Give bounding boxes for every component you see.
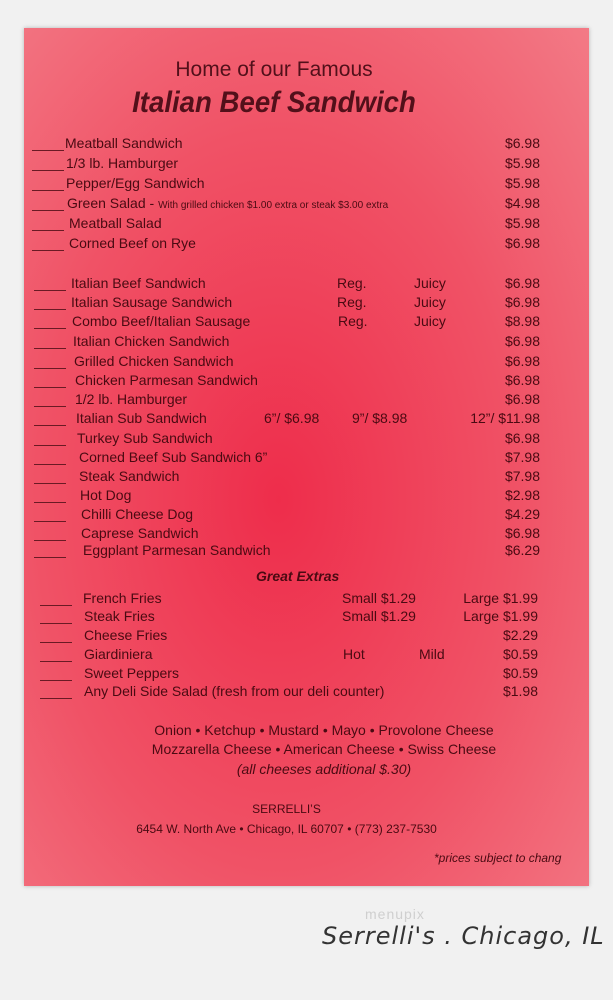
cheese-note: (all cheeses additional $.30) (236, 761, 412, 777)
menu-item (32, 235, 552, 254)
item-name: French Fries (83, 590, 162, 606)
item-name-text: Green Salad - (67, 195, 159, 211)
checkbox-line (32, 170, 64, 171)
item-price: $6.98 (504, 135, 540, 151)
checkbox-line (32, 150, 64, 151)
menu-item (34, 275, 554, 294)
menu-item (32, 215, 552, 234)
item-note: With grilled chicken $1.00 extra or steak $3.00 extra (158, 200, 389, 211)
item-name: 1/2 lb. Hamburger (75, 391, 188, 407)
extras-title: Great Extras (256, 568, 340, 584)
watermark: menupix (365, 906, 425, 922)
item-price: $7.98 (504, 468, 540, 484)
checkbox-line (40, 642, 72, 643)
checkbox-line (32, 250, 64, 251)
item-name: Caprese Sandwich (81, 525, 199, 541)
item-small-price: Small $1.29 (342, 590, 416, 606)
checkbox-line (34, 406, 66, 407)
item-price: $6.98 (504, 372, 540, 388)
price-disclaimer: *prices subject to chang (434, 851, 562, 865)
checkbox-line (34, 464, 66, 465)
checkbox-line (34, 387, 66, 388)
menu-item (34, 294, 554, 313)
item-option-juicy: Juicy (414, 275, 446, 291)
item-name: Chilli Cheese Dog (81, 506, 194, 522)
item-price: $0.59 (502, 646, 538, 662)
extra-item (40, 590, 560, 609)
menu-item (34, 391, 554, 410)
item-size-9in: 9”/ $8.98 (352, 410, 408, 426)
checkbox-line (34, 348, 66, 349)
item-name: Italian Sub Sandwich (76, 410, 207, 426)
header-line1: Home of our Famous (175, 58, 373, 81)
extra-item (40, 608, 560, 627)
item-price: $6.98 (504, 333, 540, 349)
checkbox-line (34, 483, 66, 484)
item-price: $6.29 (504, 542, 540, 558)
checkbox-line (32, 210, 64, 211)
menu-item (34, 430, 554, 449)
extra-item (40, 627, 560, 646)
item-price: $6.98 (504, 353, 540, 369)
item-price: $5.98 (504, 215, 540, 231)
checkbox-line (34, 328, 66, 329)
item-name: Cheese Fries (84, 627, 168, 643)
menu-item (34, 372, 554, 391)
restaurant-address: 6454 W. North Ave • Chicago, IL 60707 • (773) 237-7530 (136, 822, 437, 836)
item-option-regular: Reg. (338, 313, 368, 329)
checkbox-line (34, 557, 66, 558)
item-name: Combo Beef/Italian Sausage (72, 313, 251, 329)
menu-item (34, 506, 554, 525)
menu-item (34, 333, 554, 352)
menu-item (34, 313, 554, 332)
item-price: $8.98 (504, 313, 540, 329)
item-price: $4.29 (504, 506, 540, 522)
item-option-juicy: Juicy (414, 313, 446, 329)
item-price: $4.98 (504, 195, 540, 211)
item-name: Steak Fries (84, 608, 155, 624)
item-price: $6.98 (504, 391, 540, 407)
item-name: Italian Chicken Sandwich (73, 333, 230, 349)
checkbox-line (34, 309, 66, 310)
item-name: Steak Sandwich (79, 468, 180, 484)
restaurant-name: SERRELLI’S (252, 802, 321, 816)
item-price: $6.98 (504, 275, 540, 291)
menu-item (34, 449, 554, 468)
item-option-juicy: Juicy (414, 294, 446, 310)
item-name: Corned Beef Sub Sandwich 6” (79, 449, 268, 465)
item-name: Meatball Salad (69, 215, 162, 231)
item-price: $1.98 (502, 683, 538, 699)
menu-item (32, 175, 552, 194)
checkbox-line (34, 502, 66, 503)
menu-item (32, 195, 562, 214)
item-name: Italian Sausage Sandwich (71, 294, 233, 310)
toppings-line1: Onion • Ketchup • Mustard • Mayo • Provolone Cheese (154, 722, 494, 738)
item-size-12in: 12”/ $11.98 (470, 410, 540, 426)
item-name (67, 195, 388, 211)
checkbox-line (40, 661, 72, 662)
item-price: $6.98 (504, 430, 540, 446)
extra-item (40, 646, 560, 665)
menu-item (32, 135, 552, 154)
checkbox-line (34, 540, 66, 541)
menu-item (32, 155, 552, 174)
menu-item (34, 353, 554, 372)
checkbox-line (32, 230, 64, 231)
item-price: $6.98 (504, 235, 540, 251)
item-small-price: Small $1.29 (342, 608, 416, 624)
checkbox-line (34, 368, 66, 369)
item-option-hot: Hot (343, 646, 365, 662)
item-large-price: Large $1.99 (463, 590, 538, 606)
item-name: 1/3 lb. Hamburger (66, 155, 179, 171)
item-name: Pepper/Egg Sandwich (66, 175, 205, 191)
item-name: Turkey Sub Sandwich (77, 430, 213, 446)
checkbox-line (40, 680, 72, 681)
extra-item (40, 665, 560, 684)
item-name: Grilled Chicken Sandwich (74, 353, 234, 369)
checkbox-line (34, 290, 66, 291)
item-option-regular: Reg. (337, 294, 367, 310)
checkbox-line (34, 445, 66, 446)
item-name: Corned Beef on Rye (69, 235, 196, 251)
checkbox-line (34, 425, 66, 426)
item-price: $6.98 (504, 294, 540, 310)
item-name: Eggplant Parmesan Sandwich (83, 542, 271, 558)
item-large-price: Large $1.99 (463, 608, 538, 624)
item-price: $2.29 (502, 627, 538, 643)
checkbox-line (40, 698, 72, 699)
item-name: Meatball Sandwich (65, 135, 183, 151)
checkbox-line (40, 605, 72, 606)
checkbox-line (34, 521, 66, 522)
menu-item (34, 487, 554, 506)
item-name: Hot Dog (80, 487, 132, 503)
menu-item (34, 410, 564, 429)
menu-item (34, 468, 554, 487)
checkbox-line (40, 623, 72, 624)
item-price: $5.98 (504, 175, 540, 191)
menu-sheet (24, 28, 589, 886)
item-name: Any Deli Side Salad (fresh from our deli counter) (84, 683, 385, 699)
item-price: $7.98 (504, 449, 540, 465)
item-size-6in: 6”/ $6.98 (264, 410, 320, 426)
checkbox-line (32, 190, 64, 191)
item-name: Chicken Parmesan Sandwich (75, 372, 258, 388)
item-name: Giardiniera (84, 646, 153, 662)
item-name: Italian Beef Sandwich (71, 275, 206, 291)
header-title: Italian Beef Sandwich (132, 86, 416, 119)
photo-caption: Serrelli's . Chicago, IL (322, 922, 605, 950)
item-price: $6.98 (504, 525, 540, 541)
item-price: $0.59 (502, 665, 538, 681)
item-price: $5.98 (504, 155, 540, 171)
toppings-line2: Mozzarella Cheese • American Cheese • Swiss Cheese (151, 741, 497, 757)
extra-item (40, 683, 560, 702)
item-name: Sweet Peppers (84, 665, 179, 681)
item-price: $2.98 (504, 487, 540, 503)
item-option-regular: Reg. (337, 275, 367, 291)
menu-item (34, 542, 554, 561)
item-option-mild: Mild (419, 646, 445, 662)
